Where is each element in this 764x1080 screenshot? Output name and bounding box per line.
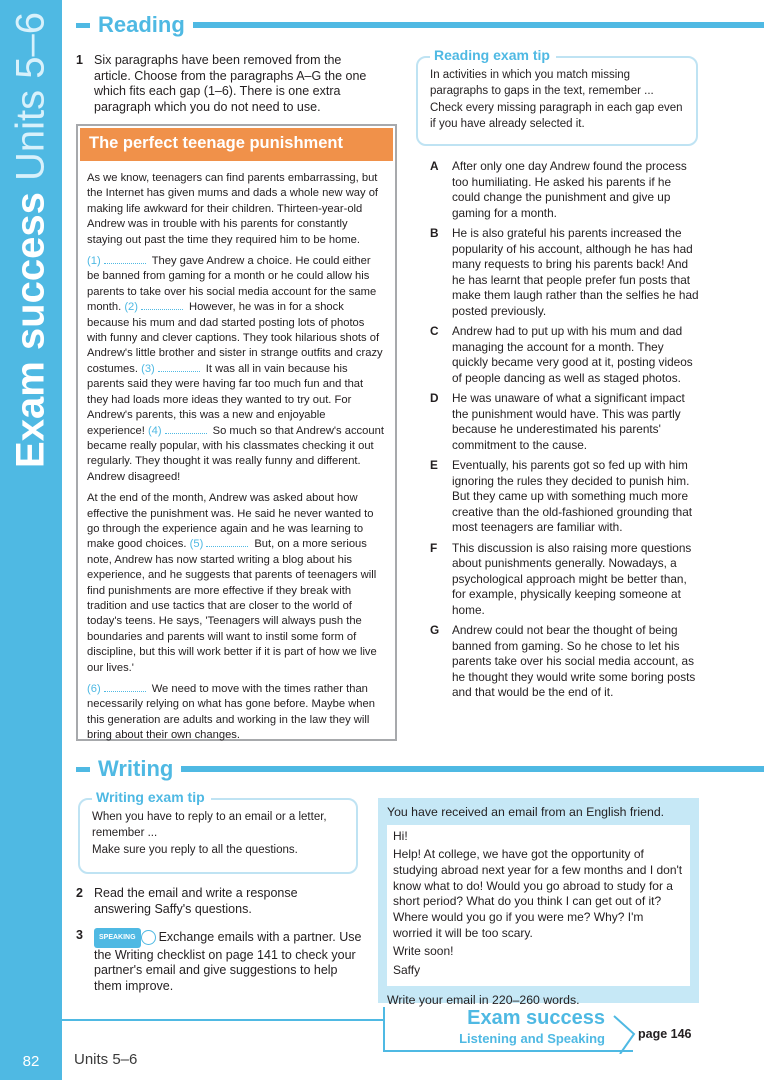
option-e: E Eventually, his parents got so fed up with him ignoring the rules they decided to punish him. But they came up with something much more creative than the old-fashioned grounding that most teenagers are familiar with. <box>430 458 693 534</box>
gap-4[interactable]: (4) <box>148 425 213 437</box>
option-a: A After only one day Andrew found the process too humiliating. He asked his parents if he could change the punishment and give up gaming for a month. <box>430 159 687 220</box>
writing-heading: Writing <box>76 756 764 782</box>
email-body: Hi! Help! At college, we have got the opportunity of studying abroad next year for a few months and I don't know what to do! Would you go abroad to study for a short period? What do you think I can get out of it? Where would you go if you were me? Why? I'm worried it will be too scary. Write soon! Saffy <box>387 825 690 986</box>
writing-exam-tip: Writing exam tip When you have to reply to an email or a letter, remember ... Make sure you reply to all the questions. <box>78 798 358 874</box>
pair-speaking-icon <box>141 930 156 945</box>
page-reference: page 146 <box>638 1027 692 1041</box>
article-title: The perfect teenage punishment <box>80 128 393 161</box>
footer-rule <box>62 1019 384 1021</box>
paragraph-options <box>430 159 702 706</box>
task-2: 2 Read the email and write a response answering Saffy's questions. <box>76 886 298 916</box>
gap-1[interactable]: (1) <box>87 255 152 267</box>
exam-success-link[interactable]: Exam success Listening and Speaking <box>383 1007 633 1052</box>
gap-2[interactable]: (2) <box>124 301 189 313</box>
gap-3[interactable]: (3) <box>141 363 206 375</box>
gap-6[interactable]: (6) <box>87 683 152 695</box>
reading-exam-tip: Reading exam tip In activities in which you match missing paragraphs to gaps in the text, remember ... Check every missing paragraph in each gap even if you have already selected it. <box>416 56 698 146</box>
option-c: C Andrew had to put up with his mum and dad managing the account for a month. They quickly became very good at it, posting videos of people dancing as well as staged photos. <box>430 324 693 385</box>
speaking-badge: SPEAKING <box>94 928 141 948</box>
option-b: B He is also grateful his parents increased the popularity of his account, although he has had many requests to bring his parents back! And he has learnt that people prefer fun posts that make them laugh rather than the selfies he had posted previously. <box>430 226 699 318</box>
gap-5[interactable]: (5) <box>190 538 255 550</box>
sidebar-title: Exam success Units 5–6 <box>8 12 53 468</box>
option-d: D He was unaware of what a significant impact the punishment would have. This was partly because he underestimated his parents' commitment to the cause. <box>430 391 685 452</box>
task-1: 1 Six paragraphs have been removed from the article. Choose from the paragraphs A–G the one which fits each gap (1–6). There is one extra paragraph which you do not need to use. <box>76 53 367 114</box>
chevron-right-icon <box>612 1014 638 1054</box>
reading-heading: Reading <box>76 12 764 38</box>
sidebar <box>0 0 62 1080</box>
email-prompt: You have received an email from an English friend. Hi! Help! At college, we have got the opportunity of studying abroad next year for a few months and I don't know what to do! Would you go abroad to study for a short period? What do you think I can get out of it? Where would you go if you were me? Why? I'm worried it will be too scary. Write soon! Saffy Write your email in 220–260 words. <box>378 798 699 1003</box>
footer-units: Units 5–6 <box>74 1051 138 1068</box>
task-3: 3 SPEAKING Exchange emails with a partner. Use the Writing checklist on page 141 to check your partner's email and give suggestions to help them improve. <box>76 928 362 993</box>
article: The perfect teenage punishment As we know, teenagers can find parents embarrassing, but the Internet has given mums and dads a whole new way of making life awkward for their children. Thirteen-year-old Andrew was in trouble with his parents for constantly staying out past the time they required him to be home. (1) They gave Andrew a choice. He could either be banned from gaming for a month or he could allow his parents to take over his social media account for the same month. (2) However, he was in for a shock because his mum and dad started posting lots of photos with funny and clever captions. They took hilarious shots of Andrew's little brother and sister in strange outfits and crazy costumes. (3) It was all in vain because his parents said they were having far too much fun and that they had loads more ideas they wanted to try out. For Andrew's parents, this was a new and enjoyable experience! (4) So much so that Andrew's account became really popular, with his classmates checking it out regularly. They thought it was really funny and different. Andrew disagreed! At the end of the month, Andrew was asked about how effective the punishment was. He said he never wanted to go through the experience again and he was learning to make good choices. (5) But, on a more serious note, Andrew has now started writing a blog about his experience, and he suggests that parents of teenagers will find punishments are more effective if they break with tradition and use tactics that are closer to the world of today's teens. He says, 'Teenagers will always push the boundaries and parents will want to instil some form of discipline, but this will work better if it is part of how we live our lives.' (6) We need to move with the times rather than necessarily relying on what has gone before. Maybe when this generation are adults and working in the law they will bring about their own changes. <box>76 124 397 741</box>
page-number: 82 <box>22 1053 40 1070</box>
option-g: G Andrew could not bear the thought of being banned from gaming. So he chose to let his parents take over his social media account, as he thought they would write some boring posts and that would be the end of it. <box>430 623 696 699</box>
option-f: F This discussion is also raising more questions about punishments generally. Nowadays, a psychological approach might be better than, for example, physically keeping someone at home. <box>430 540 692 617</box>
